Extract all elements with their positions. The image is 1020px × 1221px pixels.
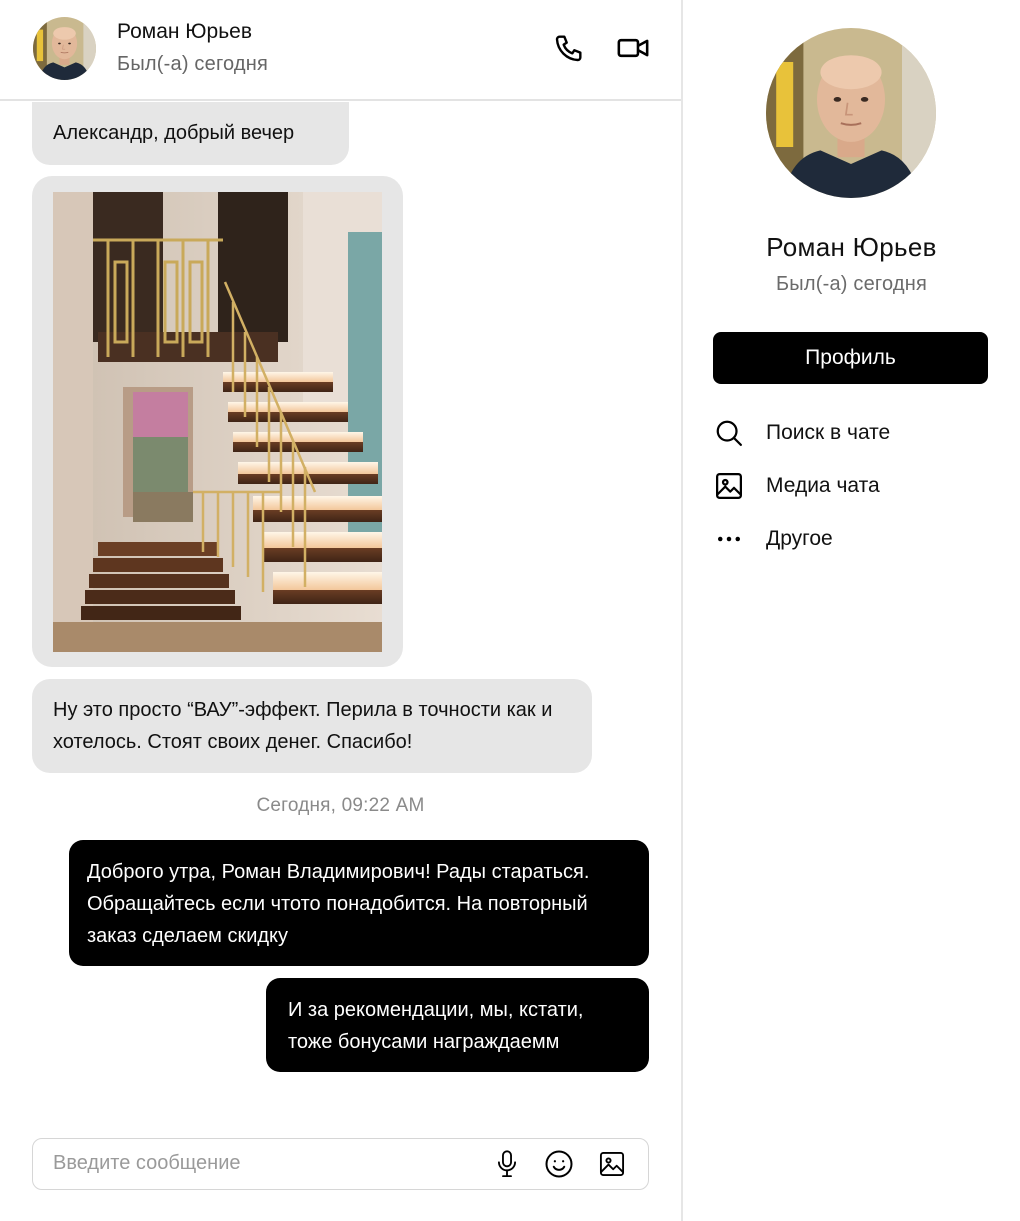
profile-sidebar — [683, 0, 1020, 1221]
profile-button[interactable]: Профиль — [713, 332, 988, 384]
menu-item-label: Другое — [766, 527, 833, 550]
chat-media-item[interactable] — [713, 466, 993, 506]
more-icon — [713, 523, 745, 555]
profile-status: Был(-а) сегодня — [775, 273, 928, 295]
other-item[interactable] — [713, 519, 993, 559]
call-button[interactable] — [551, 30, 587, 66]
phone-icon — [553, 32, 585, 64]
search-in-chat-item[interactable] — [713, 413, 993, 453]
date-separator: Сегодня, 09:22 AM — [256, 795, 425, 816]
menu-item-label: Поиск в чате — [766, 421, 891, 444]
avatar[interactable] — [33, 17, 96, 80]
contact-name: Роман Юрьев — [117, 20, 252, 43]
emoji-icon — [544, 1149, 574, 1179]
search-icon — [713, 417, 745, 449]
message-incoming[interactable]: Александр, добрый вечер — [32, 102, 349, 165]
image-icon — [598, 1150, 626, 1178]
microphone-icon — [493, 1149, 521, 1179]
message-incoming[interactable]: Ну это просто “ВАУ”-эффект. Перила в точности как и хотелось. Стоят своих денег. Спасибо! — [32, 679, 592, 773]
video-call-button[interactable] — [615, 30, 651, 66]
message-photo[interactable] — [32, 176, 403, 667]
profile-name: Роман Юрьев — [766, 232, 937, 262]
staircase-photo[interactable] — [53, 192, 382, 652]
message-outgoing[interactable]: И за рекомендации, мы, кстати, тоже бонусами награждаемм — [266, 978, 649, 1072]
menu-item-label: Медиа чата — [766, 474, 880, 497]
avatar[interactable] — [766, 28, 936, 198]
contact-status: Был(-а) сегодня — [117, 53, 269, 75]
emoji-button[interactable] — [544, 1149, 574, 1179]
chat-header — [0, 0, 681, 101]
attach-image-button[interactable] — [597, 1149, 627, 1179]
message-composer — [32, 1138, 649, 1190]
video-camera-icon — [616, 31, 650, 65]
message-input[interactable] — [53, 1139, 483, 1188]
image-icon — [713, 470, 745, 502]
message-outgoing[interactable]: Доброго утра, Роман Владимирович! Рады стараться. Обращайтесь если чтото понадобится. На повторный заказ сделаем скидку — [69, 840, 649, 966]
voice-message-button[interactable] — [492, 1149, 522, 1179]
